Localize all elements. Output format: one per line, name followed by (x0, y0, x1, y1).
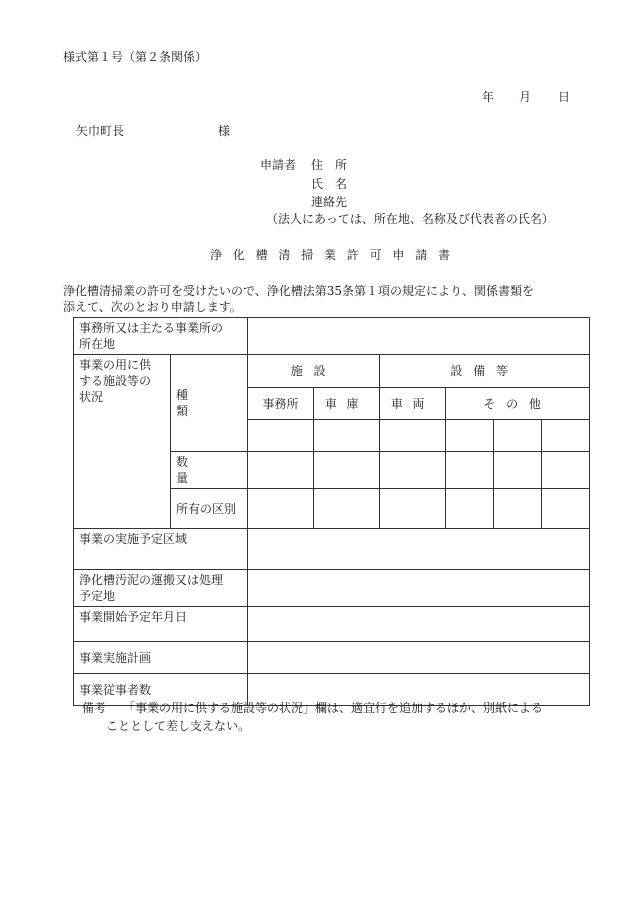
applicant-name-label: 氏 名 (311, 177, 348, 191)
applicant-note: （法人にあっては、所在地、名称及び代表者の氏名） (266, 212, 554, 226)
ownership-office[interactable] (248, 489, 314, 529)
sludge-site-label-line-1: 浄化槽汚泥の運搬又は処理 (79, 573, 224, 587)
quantity-other-2[interactable] (494, 452, 542, 489)
business-plan-label: 事業実施計画 (74, 642, 248, 674)
date-year-label: 年 (482, 90, 495, 104)
type-garage: 車庫 (324, 396, 369, 411)
quantity-garage[interactable] (314, 452, 380, 489)
type-value-vehicle[interactable] (380, 420, 446, 452)
type-label (176, 387, 242, 419)
applicant-label: 申請者 (260, 158, 297, 172)
type-vehicle-cell (380, 388, 446, 420)
facility-column-header (248, 355, 380, 388)
quantity-vehicle[interactable] (380, 452, 446, 489)
quantity-other-1[interactable] (446, 452, 494, 489)
row-office-location (74, 318, 590, 355)
type-label-text: 種類 (176, 388, 227, 418)
applicant-address-label: 住 所 (311, 158, 348, 172)
type-value-garage[interactable] (314, 420, 380, 452)
application-table (73, 317, 590, 706)
sludge-site-input[interactable] (248, 570, 590, 607)
start-date-input[interactable] (248, 607, 590, 642)
row-service-area (74, 529, 590, 570)
type-other-cell (446, 388, 590, 420)
office-location-label (74, 318, 248, 355)
service-area-input[interactable] (248, 529, 590, 570)
office-location-label-line-1: 事務所又は主たる事業所の (79, 321, 224, 335)
row-sludge-site (74, 570, 590, 607)
office-location-input[interactable] (248, 318, 590, 355)
quantity-office[interactable] (248, 452, 314, 489)
facility-status-label (74, 355, 171, 529)
row-start-date (74, 607, 590, 642)
type-value-other-1[interactable] (446, 420, 494, 452)
business-plan-input[interactable] (248, 642, 590, 674)
row-business-plan (74, 642, 590, 674)
type-value-office[interactable] (248, 420, 314, 452)
remarks-label: 備考 (82, 701, 107, 715)
sludge-site-label-line-2: 予定地 (79, 589, 116, 603)
type-other: その他 (483, 396, 552, 411)
equipment-column-header (380, 355, 590, 388)
quantity-label: 数量 (176, 455, 227, 485)
remarks-line-2: こととして差し支えない。 (106, 719, 251, 733)
type-value-other-3[interactable] (542, 420, 590, 452)
employees-label: 事業従事者数 (74, 674, 248, 706)
ownership-vehicle[interactable] (380, 489, 446, 529)
office-location-label-line-2: 所在地 (79, 337, 116, 351)
addressee-name: 矢巾町長 (76, 124, 125, 138)
equipment-column-header-text: 設備等 (450, 364, 519, 378)
ownership-garage[interactable] (314, 489, 380, 529)
facility-column-header-text: 施設 (290, 364, 337, 378)
facility-status-label-line-1: 事業の用に供 (79, 358, 152, 372)
intro-line-1: 浄化槽清掃業の許可を受けたいので、浄化槽法第35条第１項の規定により、関係書類を (63, 284, 535, 298)
remarks-line-1: 「事業の用に供する施設等の状況」欄は、適宜行を追加するほか、別紙による (123, 701, 544, 715)
type-office: 事務所 (248, 388, 314, 420)
start-date-label: 事業開始予定年月日 (74, 607, 248, 642)
date-day-label: 日 (558, 90, 571, 104)
quantity-other-3[interactable] (542, 452, 590, 489)
addressee-honorific: 様 (218, 124, 231, 138)
facility-status-label-line-3: 状況 (79, 390, 104, 404)
quantity-label-cell (171, 452, 248, 489)
type-value-other-2[interactable] (494, 420, 542, 452)
ownership-other-2[interactable] (494, 489, 542, 529)
type-vehicle: 車両 (390, 396, 435, 411)
form-number: 様式第１号（第２条関係） (63, 50, 208, 64)
type-label-cell (171, 355, 248, 452)
service-area-label: 事業の実施予定区域 (74, 529, 248, 570)
ownership-other-1[interactable] (446, 489, 494, 529)
sludge-site-label (74, 570, 248, 607)
ownership-other-3[interactable] (542, 489, 590, 529)
intro-line-2: 添えて、次のとおり申請します。 (63, 300, 242, 314)
document-title: 浄化槽清掃業許可申請書 (210, 248, 461, 262)
type-garage-cell (314, 388, 380, 420)
row-facility-header (74, 355, 590, 388)
applicant-contact-label: 連絡先 (311, 195, 348, 209)
ownership-label: 所有の区別 (171, 489, 248, 529)
date-month-label: 月 (519, 90, 532, 104)
facility-status-label-line-2: する施設等の (79, 374, 152, 388)
